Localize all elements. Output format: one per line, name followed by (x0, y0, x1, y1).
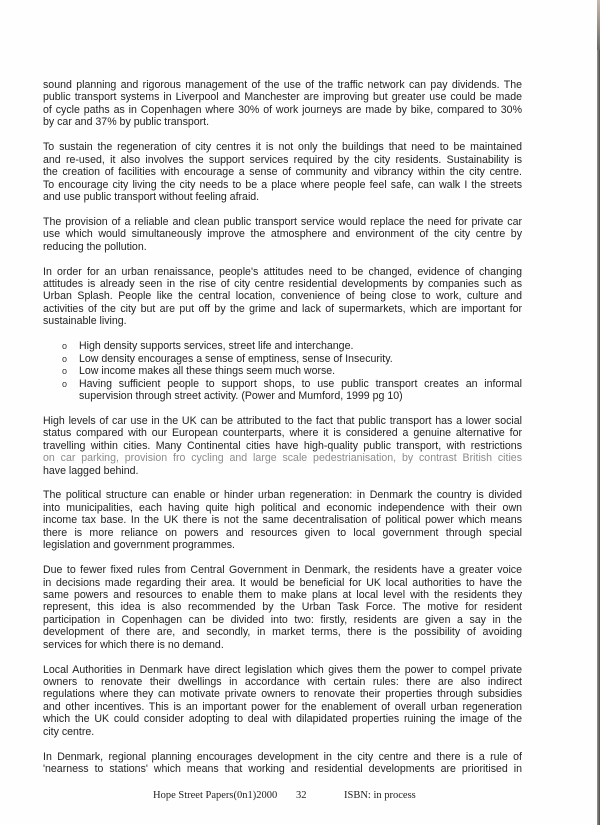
text-line: legislation and government programmes. (43, 539, 235, 552)
text-line: activities of the city but are put off by the grime and lack of supermarkets, which are important for (43, 302, 522, 315)
text-line: 'nearness to stations' which means that working and residential developments are prioritised in (43, 763, 522, 776)
footer-page-number: 32 (296, 790, 307, 801)
text-line: services for which there is no demand. (43, 638, 224, 651)
text-line: The political structure can enable or hinder urban regeneration: in Denmark the country is divided (43, 489, 522, 502)
bullet-list (43, 340, 522, 402)
text-line: use which would simultaneously improve the atmosphere and environment of the city centre by (43, 228, 522, 241)
paragraph-p4 (43, 266, 522, 328)
paragraph-p1 (43, 79, 522, 129)
text-line: of cycle paths as in Copenhagen where 30% of work journeys are made by bike, compared to 30% (43, 103, 522, 116)
bullet-item (43, 365, 522, 377)
text-line: The provision of a reliable and clean public transport service would replace the need for private car (43, 215, 522, 228)
text-line: In order for an urban renaissance, people's attitudes need to be changed, evidence of changing (43, 265, 522, 278)
text-line: attitudes is already seen in the rise of city centre residential developments by companies such as (43, 278, 522, 290)
text-line: city centre. (43, 725, 95, 738)
page-footer (0, 790, 600, 804)
paragraph-p2 (43, 141, 522, 203)
bullet-text-line: Having sufficient people to support shops, to use public transport creates an informal (79, 377, 522, 390)
bullet-text-line: Low income makes all these things seem much worse. (79, 365, 336, 378)
text-line: To encourage city living the city needs to be a place where people feel safe, can walk I the streets (43, 178, 522, 191)
text-line: regulations where they can motivate private owners to renovate their properties through subsidies (43, 688, 522, 701)
paragraphs-after-list (43, 415, 522, 776)
hollow-bullet-icon: o (62, 366, 68, 377)
paragraph-p5 (43, 415, 522, 477)
text-line: development of there are, and secondly, in market terms, there is the possibility of avoiding (43, 626, 522, 639)
text-line: same powers and resources to enable them to make plans at local level with the residents they (43, 588, 522, 601)
text-line: there is more reliance on powers and resources given to local government through special (43, 526, 522, 539)
text-line: into municipalities, each having quite high political and economic independence with their own (43, 501, 522, 514)
bullet-text-line: Low density encourages a sense of emptiness, sense of Insecurity. (79, 352, 393, 365)
text-line: sound planning and rigorous management of the use of the traffic network can pay dividends. The (43, 79, 522, 91)
footer-isbn: ISBN: in process (344, 790, 416, 801)
text-line: on car parking, provision fro cycling and large scale pedestrianisation, by contrast British cities (43, 452, 522, 465)
text-line: travelling within cities. Many Continental cities have high-quality public transport, with restrictions (43, 439, 522, 452)
bullet-item (43, 378, 522, 403)
paragraph-p6 (43, 489, 522, 551)
text-line: High levels of car use in the UK can be attributed to the fact that public transport has a lower social (43, 414, 522, 427)
text-line: income tax base. In the UK there is not the same decentralisation of political power which means (43, 514, 522, 527)
hollow-bullet-icon: o (62, 341, 68, 352)
text-line: Local Authorities in Denmark have direct legislation which gives them the power to compel private (43, 663, 522, 676)
text-line: in decisions made regarding their area. It would be beneficial for UK local authorities to have the (43, 576, 522, 589)
text-line: which the UK could consider adopting to deal with dilapidated properties ruining the image of the (43, 713, 522, 726)
text-line: To sustain the regeneration of city centres it is not only the buildings that need to be maintained (43, 141, 522, 154)
text-line: the creation of facilities with encourage a sense of community and vibrancy within the city centre. (43, 166, 522, 179)
body-text (43, 79, 522, 788)
text-line: participation in Copenhagen can be divided into two: firstly, residents are given a say in the (43, 613, 522, 626)
text-line: owners to renovate their dwellings in accordance with certain rules: there are also indirect (43, 676, 522, 688)
paragraph-p9 (43, 751, 522, 776)
paragraph-p3 (43, 216, 522, 253)
bullet-text-line: High density supports services, street life and interchange. (79, 340, 354, 353)
hollow-bullet-icon: o (62, 378, 68, 389)
footer-publication-title: Hope Street Papers(0n1)2000 (153, 790, 278, 801)
text-line: have lagged behind. (43, 464, 139, 477)
paragraphs-before-list (43, 79, 522, 328)
paragraph-p8 (43, 664, 522, 739)
text-line: sustainable living. (43, 315, 127, 328)
text-line: reducing the pollution. (43, 240, 147, 253)
text-line: Urban Splash. People like the central location, convenience of being close to work, culture and (43, 290, 522, 303)
bullet-text-line: supervision through street activity. (Power and Mumford, 1999 pg 10) (79, 389, 403, 402)
text-line: and other incentives. This is an important power for the enablement of overall urban regeneration (43, 700, 522, 713)
hollow-bullet-icon: o (62, 353, 68, 364)
text-line: represent, this idea is also recommended by the Urban Task Force. The motive for resident (43, 601, 522, 614)
bullet-item (43, 353, 522, 365)
text-line: In Denmark, regional planning encourages development in the city centre and there is a rule of (43, 750, 522, 763)
bullet-item (43, 340, 522, 352)
text-line: by car and 37% by public transport. (43, 116, 210, 129)
text-line: and use public transport without feeling afraid. (43, 190, 260, 203)
text-line: and re-used, it also involves the support services required by the city residents. Sustainability is (43, 153, 522, 166)
paragraph-p7 (43, 564, 522, 651)
text-line: Due to fewer fixed rules from Central Government in Denmark, the residents have a greater voice (43, 564, 522, 577)
text-line: public transport systems in Liverpool and Manchester are improving but greater use could be made (43, 91, 522, 104)
text-line: status compared with our European counterparts, where it is considered a genuine alternative for (43, 427, 522, 440)
